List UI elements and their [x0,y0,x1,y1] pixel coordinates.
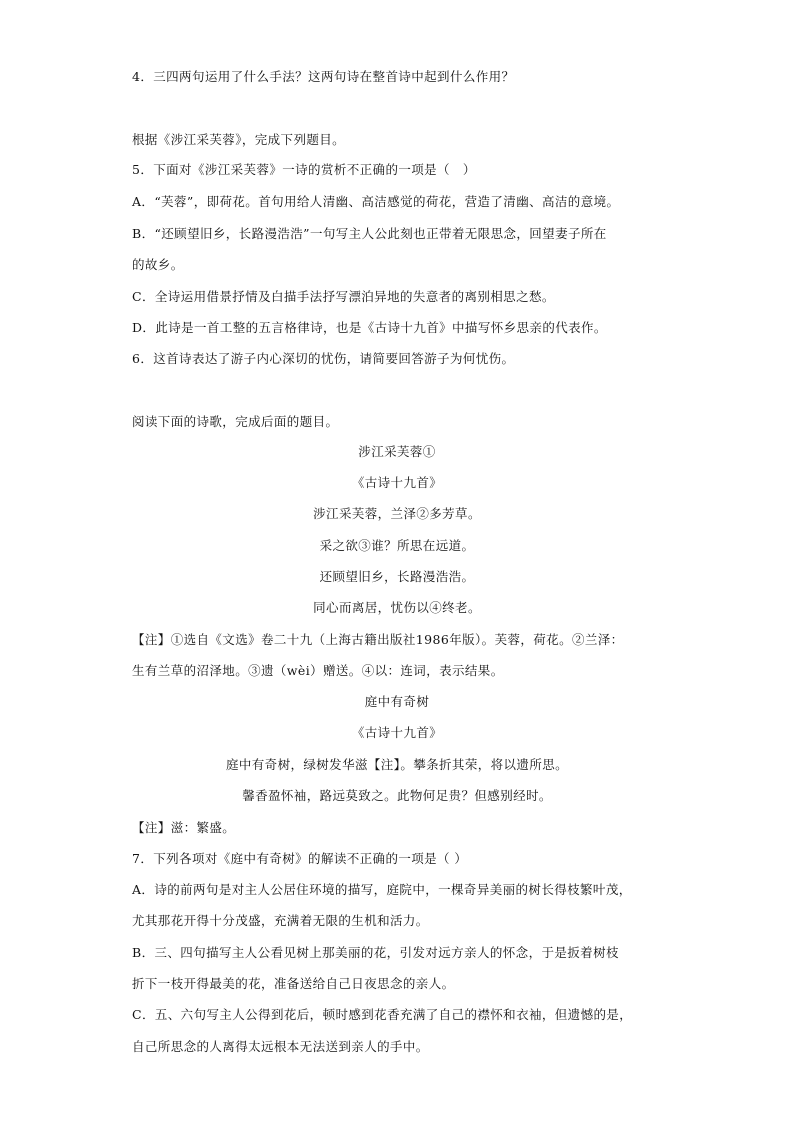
question-4: 4．三四两句运用了什么手法？这两句诗在整首诗中起到什么作用？ [132,69,515,84]
q7-option-a-cont: 尤其那花开得十分茂盛，充满着无限的生机和活力。 [132,913,429,928]
question-7: 7．下列各项对《庭中有奇树》的解读不正确的一项是（ ） [132,851,468,866]
option-b-cont: 的故乡。 [132,257,184,272]
poem1-note-cont: 生有兰草的沼泽地。③遗（wèi）赠送。④以：连词，表示结果。 [132,663,504,678]
poem1-note: 【注】①选自《文选》卷二十九（上海古籍出版社1986年版）。芙蓉，荷花。②兰泽： [132,632,624,647]
poem1-title: 涉江采芙蓉① [358,444,436,459]
option-d: D．此诗是一首工整的五言格律诗，也是《古诗十九首》中描写怀乡思亲的代表作。 [132,320,607,335]
poem2-line: 馨香盈怀袖，路远莫致之。此物何足贵？但感别经时。 [242,788,552,803]
poem1-source: 《古诗十九首》 [351,475,443,490]
question-6: 6．这首诗表达了游子内心深切的忧伤，请简要回答游子为何忧伤。 [132,351,515,366]
poem2-title: 庭中有奇树 [364,694,430,709]
poem2-note: 【注】滋：繁盛。 [132,820,236,835]
poem1-line: 还顾望旧乡，长路漫浩浩。 [319,569,475,584]
poem2-line: 庭中有奇树，绿树发华滋【注】。攀条折其荣，将以遗所思。 [225,757,569,772]
section-instruction: 根据《涉江采芙蓉》，完成下列题目。 [132,132,346,147]
q7-option-c-cont: 自己所思念的人离得太远根本无法送到亲人的手中。 [132,1039,429,1054]
q7-option-b: B．三、四句描写主人公看见树上那美丽的花，引发对远方亲人的怀念，于是扳着树枝 [132,945,619,960]
poem1-line: 涉江采芙蓉，兰泽②多芳草。 [313,506,481,521]
poem1-line: 采之欲③谁？所思在远道。 [319,538,475,553]
reading-instruction: 阅读下面的诗歌，完成后面的题目。 [132,414,339,429]
option-c: C．全诗运用借景抒情及白描手法抒写漂泊异地的失意者的离别相思之愁。 [132,289,555,304]
q7-option-c: C．五、六句写主人公得到花后，顿时感到花香充满了自己的襟怀和衣袖，但遗憾的是， [132,1007,633,1022]
option-a: A．“芙蓉”，即荷花。首句用给人清幽、高洁感觉的荷花，营造了清幽、高洁的意境。 [132,194,620,209]
poem1-line: 同心而离居，忧伤以④终老。 [313,600,481,615]
q7-option-a: A．诗的前两句是对主人公居住环境的描写，庭院中，一棵奇异美丽的树长得枝繁叶茂， [132,882,632,897]
option-b: B．“还顾望旧乡，长路漫浩浩”一句写主人公此刻也正带着无限思念，回望妻子所在 [132,226,607,241]
poem2-source: 《古诗十九首》 [351,725,443,740]
q7-option-b-cont: 折下一枝开得最美的花，准备送给自己日夜思念的亲人。 [132,976,455,991]
question-5: 5．下面对《涉江采芙蓉》一诗的赏析不正确的一项是（ ） [132,162,476,177]
